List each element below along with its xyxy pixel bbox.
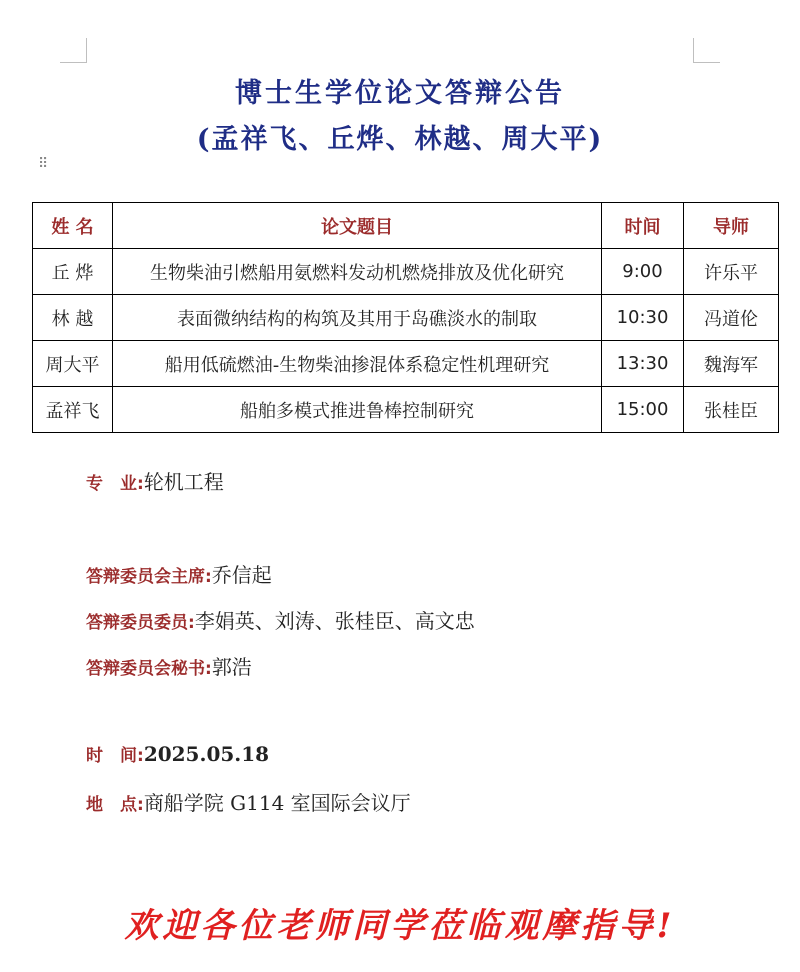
- cell-time: 13:30: [602, 341, 684, 387]
- cell-topic: 生物柴油引燃船用氨燃料发动机燃烧排放及优化研究: [113, 249, 602, 295]
- info-committee-members: [86, 605, 475, 634]
- cell-name: 孟祥飞: [33, 387, 113, 433]
- chair-label: 答辩委员会主席:: [86, 567, 212, 587]
- place-value: 商船学院 G114 室国际会议厅: [143, 791, 411, 815]
- cell-time: 15:00: [602, 387, 684, 433]
- secretary-label: 答辩委员会秘书:: [86, 659, 212, 679]
- page-title: 博士生学位论文答辩公告: [235, 78, 565, 109]
- cell-time: 10:30: [602, 295, 684, 341]
- table-row: [33, 249, 779, 295]
- header-time: 时间: [602, 203, 684, 249]
- welcome-banner: 欢迎各位老师同学莅临观摩指导!: [124, 906, 676, 946]
- members-value: 李娟英、刘涛、张桂臣、高文忠: [194, 609, 475, 633]
- table-header-row: [33, 203, 779, 249]
- info-place: [86, 787, 411, 816]
- chair-value: 乔信起: [211, 563, 272, 587]
- cell-name: 丘 烨: [33, 249, 113, 295]
- header-name: 姓 名: [33, 203, 113, 249]
- cell-advisor: 魏海军: [684, 341, 779, 387]
- major-label: 专 业:: [86, 474, 144, 494]
- page-corner-mark-top-right: [693, 38, 720, 63]
- table-row: [33, 295, 779, 341]
- cell-topic: 船用低硫燃油-生物柴油掺混体系稳定性机理研究: [113, 341, 602, 387]
- table-row: [33, 341, 779, 387]
- page-subtitle-candidates: (孟祥飞、丘烨、林越、周大平): [196, 124, 604, 155]
- major-value: 轮机工程: [143, 470, 224, 494]
- time-label: 时 间:: [86, 746, 144, 766]
- secretary-value: 郭浩: [211, 655, 252, 679]
- cell-name: 周大平: [33, 341, 113, 387]
- page-corner-mark-top-left: [60, 38, 87, 63]
- cell-topic: 表面微纳结构的构筑及其用于岛礁淡水的制取: [113, 295, 602, 341]
- info-committee-secretary: [86, 651, 252, 680]
- info-time: [86, 741, 269, 766]
- members-label: 答辩委员委员:: [86, 613, 195, 633]
- table-row: [33, 387, 779, 433]
- cell-topic: 船舶多模式推进鲁棒控制研究: [113, 387, 602, 433]
- cell-advisor: 许乐平: [684, 249, 779, 295]
- header-topic: 论文题目: [113, 203, 602, 249]
- cell-name: 林 越: [33, 295, 113, 341]
- defense-schedule-table: [32, 202, 779, 433]
- time-value: 2025.05.18: [143, 742, 270, 766]
- header-advisor: 导师: [684, 203, 779, 249]
- cell-advisor: 冯道伦: [684, 295, 779, 341]
- cell-advisor: 张桂臣: [684, 387, 779, 433]
- place-label: 地 点:: [86, 795, 144, 815]
- info-committee-chair: [86, 559, 272, 588]
- cell-time: 9:00: [602, 249, 684, 295]
- table-move-handle-icon[interactable]: ⠿: [38, 156, 49, 172]
- info-major: [86, 466, 224, 495]
